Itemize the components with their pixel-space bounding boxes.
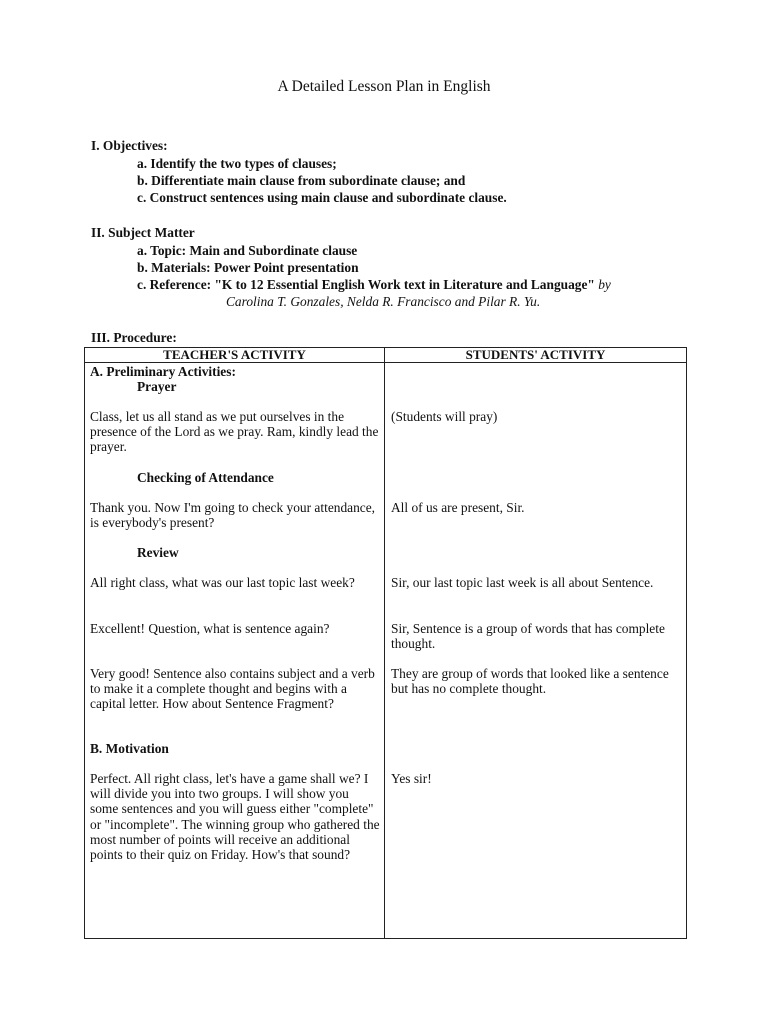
students-attendance: All of us are present, Sir. (391, 500, 525, 515)
topic-line: a. Topic: Main and Subordinate clause (137, 243, 358, 258)
attendance-text: Thank you. Now I'm going to check your attendance, is everybody's present? (90, 500, 376, 531)
review-label: Review (137, 545, 179, 560)
students-review-answer-1: Sir, our last topic last week is all about Sentence. (391, 575, 654, 590)
teacher-column (85, 363, 385, 939)
objective-b: b. Differentiate main clause from subordinate clause; and (137, 173, 466, 188)
prayer-text: Class, let us all stand as we put ourselves in the presence of the Lord as we pray. Ram, kindly lead the prayer. (90, 409, 379, 455)
prayer-label: Prayer (137, 379, 177, 394)
students-review-answer-3: They are group of words that looked like a sentence but has no complete thought. (391, 666, 669, 697)
students-motivation: Yes sir! (391, 771, 432, 786)
motivation-label: B. Motivation (90, 741, 169, 756)
objective-c: c. Construct sentences using main clause and subordinate clause. (137, 190, 507, 205)
students-activity-header: STUDENTS' ACTIVITY (385, 348, 687, 363)
procedure-heading: III. Procedure: (91, 330, 177, 345)
reference-text: c. Reference: "K to 12 Essential English Work text in Literature and Language" (137, 277, 595, 292)
materials-line: b. Materials: Power Point presentation (137, 260, 359, 275)
reference-authors: Carolina T. Gonzales, Nelda R. Francisco and Pilar R. Yu. (226, 294, 541, 309)
subject-matter-heading: II. Subject Matter (91, 225, 195, 240)
table-row (85, 363, 687, 939)
procedure-table (84, 347, 687, 939)
teacher-activity-header: TEACHER'S ACTIVITY (85, 348, 385, 363)
students-review-answer-2: Sir, Sentence is a group of words that has complete thought. (391, 621, 665, 652)
table-header-row (85, 348, 687, 363)
review-question-3: Very good! Sentence also contains subject and a verb to make it a complete thought and begins with a capital letter. How about Sentence Fragment? (90, 666, 375, 712)
reference-line (137, 277, 611, 293)
review-question-1: All right class, what was our last topic last week? (90, 575, 355, 590)
attendance-label: Checking of Attendance (137, 470, 274, 485)
page-title: A Detailed Lesson Plan in English (277, 78, 491, 95)
students-prayer: (Students will pray) (391, 409, 498, 424)
preliminary-activities-label: A. Preliminary Activities: (90, 364, 236, 379)
review-question-2: Excellent! Question, what is sentence again? (90, 621, 330, 636)
motivation-text: Perfect. All right class, let's have a game shall we? I will divide you into two groups. I will show you some sentences and you will guess either "complete" or "incomplete". The winning group who gathered the most number of points will receive an additional points to their quiz on Friday. How's that sound? (90, 771, 380, 863)
objectives-heading: I. Objectives: (91, 138, 168, 153)
students-column (385, 363, 687, 939)
reference-by: by (598, 277, 611, 292)
objective-a: a. Identify the two types of clauses; (137, 156, 337, 171)
